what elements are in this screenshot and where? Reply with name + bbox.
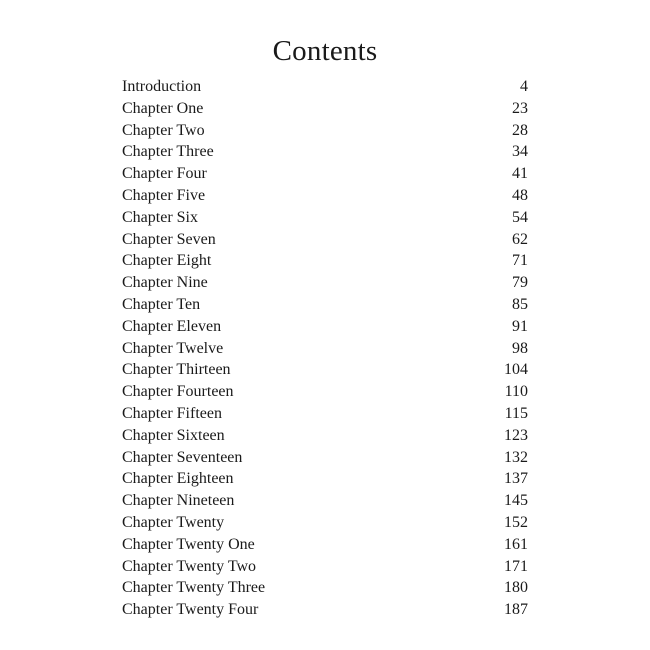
table-of-contents (122, 76, 528, 621)
toc-entry-title: Chapter Twenty Three (122, 579, 266, 597)
toc-entry[interactable] (122, 294, 528, 316)
toc-entry-page: 34 (512, 143, 528, 161)
toc-entry-title: Chapter Fourteen (122, 383, 234, 401)
toc-entry-page: 28 (512, 121, 528, 139)
toc-entry-title: Chapter Fifteen (122, 404, 222, 422)
toc-entry-title: Chapter Eleven (122, 317, 222, 335)
toc-entry-title: Chapter Two (122, 121, 205, 139)
toc-entry-title: Chapter Eighteen (122, 470, 234, 488)
toc-entry-title: Chapter Twenty Four (122, 601, 259, 619)
toc-entry-page: 145 (504, 492, 528, 510)
toc-entry-page: 171 (504, 557, 528, 575)
toc-entry[interactable] (122, 447, 528, 469)
toc-entry[interactable] (122, 272, 528, 294)
toc-entry[interactable] (122, 76, 528, 98)
page-title: Contents (272, 35, 378, 68)
toc-entry-page: 161 (504, 535, 528, 553)
toc-entry-title: Chapter Eight (122, 252, 212, 270)
toc-entry-page: 180 (504, 579, 528, 597)
toc-entry[interactable] (122, 207, 528, 229)
toc-entry-page: 115 (504, 404, 528, 422)
toc-entry-title: Chapter Three (122, 143, 214, 161)
toc-entry-page: 79 (512, 274, 528, 292)
toc-entry-title: Introduction (122, 78, 202, 95)
toc-entry-title: Chapter Seventeen (122, 448, 243, 466)
toc-entry[interactable] (122, 338, 528, 360)
toc-entry-title: Chapter Ten (122, 295, 201, 313)
toc-entry-title: Chapter Thirteen (122, 361, 231, 379)
toc-entry-title: Chapter Six (122, 208, 198, 226)
toc-entry[interactable] (122, 316, 528, 338)
toc-entry-page: 91 (512, 317, 528, 335)
toc-entry-title: Chapter Twenty One (122, 535, 255, 553)
toc-entry[interactable] (122, 534, 528, 556)
toc-entry[interactable] (122, 250, 528, 272)
toc-entry-page: 132 (504, 448, 528, 466)
toc-entry-page: 4 (520, 78, 528, 95)
toc-entry-title: Chapter Sixteen (122, 426, 225, 444)
toc-entry[interactable] (122, 229, 528, 251)
toc-entry-page: 71 (512, 252, 528, 270)
toc-entry[interactable] (122, 425, 528, 447)
toc-entry-title: Chapter Nine (122, 274, 208, 292)
toc-entry[interactable] (122, 490, 528, 512)
toc-entry-page: 85 (512, 295, 528, 313)
toc-entry[interactable] (122, 381, 528, 403)
toc-entry-title: Chapter Twelve (122, 339, 224, 357)
toc-entry-title: Chapter Four (122, 165, 207, 183)
toc-entry-title: Chapter One (122, 99, 204, 117)
toc-entry[interactable] (122, 185, 528, 207)
toc-entry[interactable] (122, 468, 528, 490)
toc-entry[interactable] (122, 141, 528, 163)
toc-entry-page: 187 (504, 601, 528, 619)
toc-entry-page: 48 (512, 186, 528, 204)
toc-entry-page: 104 (504, 361, 528, 379)
toc-entry[interactable] (122, 359, 528, 381)
toc-entry-title: Chapter Twenty (122, 513, 225, 531)
toc-entry[interactable] (122, 98, 528, 120)
toc-entry-page: 152 (504, 513, 528, 531)
toc-entry-page: 41 (512, 165, 528, 183)
toc-entry-page: 110 (504, 383, 528, 401)
toc-entry[interactable] (122, 599, 528, 621)
toc-entry-page: 98 (512, 339, 528, 357)
toc-entry-title: Chapter Twenty Two (122, 557, 257, 575)
toc-entry-title: Chapter Nineteen (122, 492, 235, 510)
toc-entry-page: 54 (512, 208, 528, 226)
toc-entry[interactable] (122, 577, 528, 599)
toc-entry-title: Chapter Five (122, 186, 206, 204)
toc-entry-page: 62 (512, 230, 528, 248)
toc-entry-page: 123 (504, 426, 528, 444)
toc-entry[interactable] (122, 556, 528, 578)
toc-entry-page: 23 (512, 99, 528, 117)
toc-entry[interactable] (122, 403, 528, 425)
toc-entry-title: Chapter Seven (122, 230, 216, 248)
toc-entry-page: 137 (504, 470, 528, 488)
toc-entry[interactable] (122, 120, 528, 142)
toc-entry[interactable] (122, 163, 528, 185)
toc-entry[interactable] (122, 512, 528, 534)
